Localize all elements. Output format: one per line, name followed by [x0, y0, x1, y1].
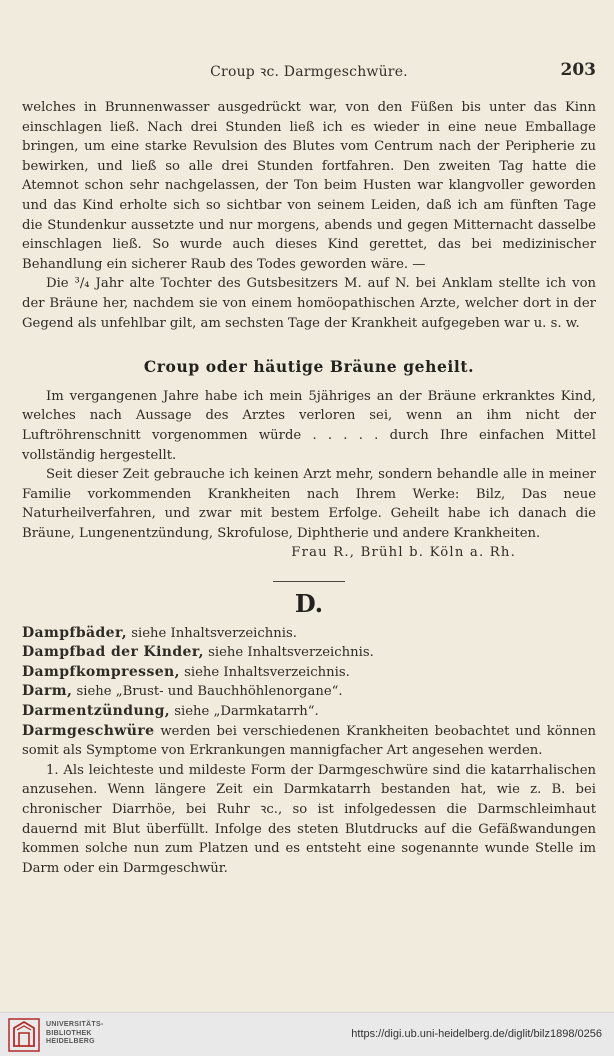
library-name-line: UNIVERSITÄTS- — [46, 1021, 104, 1028]
permalink-url[interactable]: https://digi.ub.uni-heidelberg.de/diglit/bilz1898/0256 — [351, 1028, 602, 1040]
darmgeschwuere-paragraph-1: 1. Als leichteste und mildeste Form der Darmgeschwüre sind die katarrhalischen anzusehen. Wenn längere Zeit ein Darmkatarrh bestanden hat, wie z. B. bei chronischer Diarrhöe, bei Ruhr ꝛc., so ist infolgedessen die Darmschleimhaut dauernd mit Blut überfüllt. Infolge des steten Blutdrucks auf die Gefäßwandungen kommen solche nun zum Platzen und es entsteht eine sogenannte wunde Stelle im Darm oder ein Darmgeschwür. — [22, 762, 596, 876]
paragraph-anklam: Die ³/₄ Jahr alte Tochter des Gutsbesitzers M. auf N. bei Anklam stellte ich von der Bräune her, nachdem sie von einem homöopathischen Arzte, welcher dort in der Gegend als unfehlbar gilt, am sechsten Tage der Krankheit aufgegeben war u. s. w. — [22, 276, 596, 331]
page-body — [22, 98, 596, 878]
library-name-line: HEIDELBERG — [46, 1038, 95, 1045]
entry-darmgeschwuere — [22, 722, 596, 761]
university-library-logo-icon[interactable] — [8, 1018, 40, 1052]
testimonial-paragraph-1: Im vergangenen Jahre habe ich mein 5jähriges an der Bräune erkranktes Kind, welches nach Aussage des Arztes verloren sei, wenn an ihm nicht der Luftröhrenschnitt vorgenommen würde . . . . . durch Ihre einfachen Mittel vollständig hergestellt. — [22, 388, 596, 463]
entry-term: Dampfbad der Kinder, — [22, 644, 204, 661]
entry-term: Dampfbäder, — [22, 624, 128, 641]
entry-term: Dampfkompressen, — [22, 663, 180, 680]
page-header — [22, 62, 596, 84]
entry-text: siehe Inhaltsverzeichnis. — [179, 664, 350, 680]
entry-term: Darm, — [22, 683, 73, 700]
entry-term: Darmentzündung, — [22, 703, 171, 720]
viewer-footer — [0, 1012, 614, 1056]
entry-text: siehe „Brust- und Bauchhöhlenorgane“. — [72, 684, 343, 700]
entry-text: werden bei verschiedenen Krankheiten beobachtet und können somit als Symptome von Erkrankungen mannigfacher Art angesehen werden. — [22, 723, 596, 759]
entry-term: Darmgeschwüre — [22, 722, 155, 739]
entry-darm — [22, 682, 596, 702]
paragraph-continuation: welches in Brunnenwasser ausgedrückt war, von den Füßen bis unter das Kinn einschlagen ließ. Nach drei Stunden ließ ich es wieder in eine neue Emballage bringen, um eine starke Revulsion des Blutes vom Centrum nach der Peripherie zu bewirken, und ließ so alle drei Stunden fortfahren. Den zweiten Tag hatte die Atemnot schon sehr nachgelassen, der Ton beim Husten war klangvoller geworden und das Kind erholte sich so sichtbar von seinem Leiden, daß ich am fünften Tage die Stundenkur aussetzte und nur morgens, abends und gegen Mitternacht dasselbe einschlagen ließ. So wurde auch dieses Kind gerettet, das bei medizinischer Behandlung ein sicherer Raub des Todes geworden wäre. — — [22, 100, 596, 272]
running-head: Croup ꝛc. Darmgeschwüre. — [210, 64, 408, 80]
entry-text: siehe Inhaltsverzeichnis. — [127, 625, 297, 641]
entry-text: siehe „Darmkatarrh“. — [170, 704, 319, 720]
entry-dampfbaeder — [22, 624, 596, 644]
testimonial-paragraph-2: Seit dieser Zeit gebrauche ich keinen Arzt mehr, sondern behandle alle in meiner Familie vorkommenden Krankheiten nach Ihrem Werke: Bilz, Das neue Naturheilverfahren, und zwar mit bestem Erfolge. Geheilt habe ich danach die Bräune, Lungenentzündung, Skrofulose, Diphtherie und andere Krankheiten. — [22, 467, 596, 541]
entry-dampfbad-kinder — [22, 643, 596, 663]
page-number: 203 — [560, 60, 596, 80]
testimonial-signature: Frau R., Brühl b. Köln a. Rh. — [291, 545, 516, 561]
section-divider — [273, 581, 345, 582]
section-letter: D. — [294, 589, 324, 619]
entry-dampfkompressen — [22, 663, 596, 683]
library-name-line: BIBLIOTHEK — [46, 1029, 92, 1037]
library-name — [46, 1021, 104, 1047]
article-heading: Croup oder häutige Bräune geheilt. — [143, 357, 475, 377]
entry-darmentzuendung — [22, 702, 596, 722]
entry-text: siehe Inhaltsverzeichnis. — [203, 645, 374, 661]
